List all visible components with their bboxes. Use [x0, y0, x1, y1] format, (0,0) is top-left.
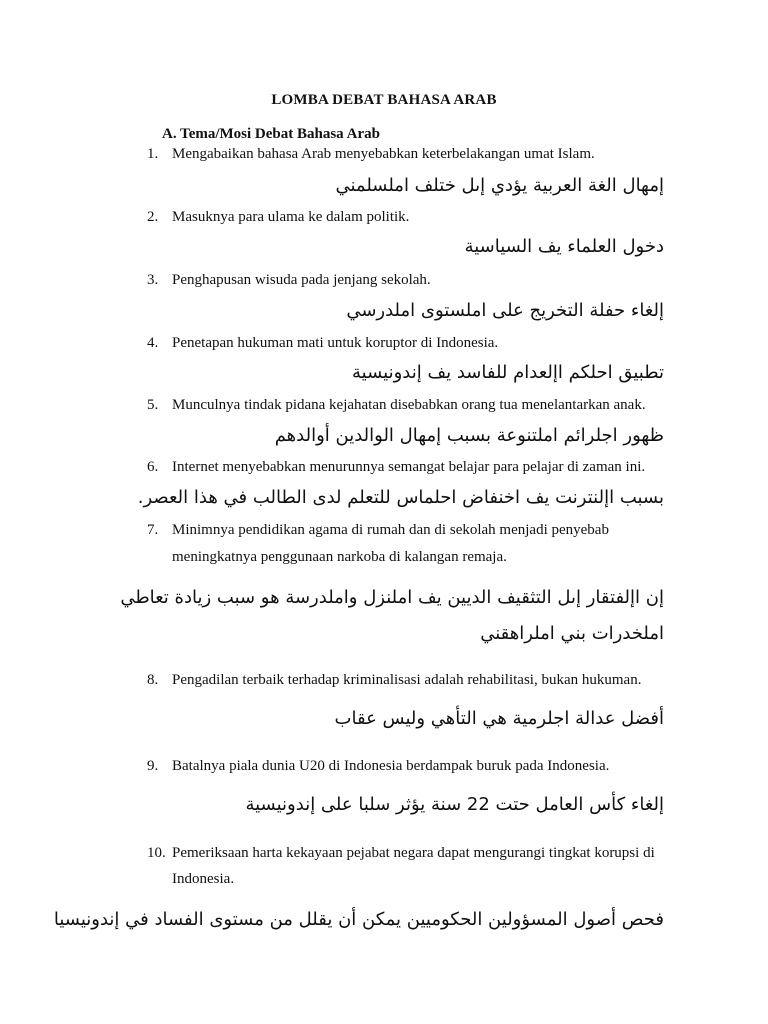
item-number: 8. [147, 672, 159, 688]
item-indonesian-line: Indonesia. [172, 871, 235, 887]
item-indonesian-text: Penetapan hukuman mati untuk koruptor di Indonesia. [172, 335, 499, 351]
item-arabic-line: إن اإلفتقار إىل التثقيف الديين يف املنزل واملدرسة هو سبب زيادة تعاطي [120, 587, 664, 608]
item-number: 9. [147, 758, 159, 774]
item-number: 5. [147, 397, 159, 413]
item-number: 3. [147, 272, 159, 288]
item-number: 10. [147, 845, 166, 861]
document-title: LOMBA DEBAT BAHASA ARAB [271, 92, 497, 108]
item-arabic-text: دخول العلماء يف السياسية [464, 236, 664, 257]
item-arabic-text: ظهور اجلرائم املتنوعة بسبب إمهال الوالدين أوالدهم [274, 425, 664, 446]
item-indonesian-line: meningkatnya penggunaan narkoba di kalangan remaja. [172, 549, 507, 565]
item-indonesian-text: Mengabaikan bahasa Arab menyebabkan keterbelakangan umat Islam. [172, 146, 595, 162]
item-arabic-text: تطبيق احلكم اإلعدام للفاسد يف إندونيسية [352, 362, 664, 383]
item-number: 7. [147, 522, 159, 538]
item-arabic-text: بسبب اإلنترنت يف اخنفاض احلماس للتعلم لدى الطالب في هذا العصر. [137, 487, 664, 508]
item-indonesian-text: Munculnya tindak pidana kejahatan disebabkan orang tua menelantarkan anak. [172, 397, 646, 413]
item-indonesian-text: Batalnya piala dunia U20 di Indonesia berdampak buruk pada Indonesia. [172, 758, 610, 774]
item-number: 2. [147, 209, 159, 225]
item-number: 4. [147, 335, 159, 351]
item-arabic-text: أفضل عدالة اجلرمية هي التأهي وليس عقاب [334, 708, 664, 729]
item-indonesian-text: Masuknya para ulama ke dalam politik. [172, 209, 410, 225]
item-arabic-line: املخدرات بني املراهقني [480, 623, 664, 644]
section-heading: A. Tema/Mosi Debat Bahasa Arab [162, 126, 380, 142]
item-indonesian-text: Pengadilan terbaik terhadap kriminalisasi adalah rehabilitasi, bukan hukuman. [172, 672, 642, 688]
item-number: 6. [147, 459, 159, 475]
item-arabic-text: إلغاء كأس العامل حتت 22 سنة يؤثر سلبا على إندونيسية [245, 794, 664, 815]
item-arabic-text: إلغاء حفلة التخريج على املستوى املدرسي [346, 300, 664, 321]
item-indonesian-line: Pemeriksaan harta kekayaan pejabat negara dapat mengurangi tingkat korupsi di [172, 845, 655, 861]
item-arabic-text: إمهال الغة العربية يؤدي إىل ختلف املسلمني [335, 175, 664, 196]
item-number: 1. [147, 146, 159, 162]
item-indonesian-text: Penghapusan wisuda pada jenjang sekolah. [172, 272, 431, 288]
item-indonesian-line: Minimnya pendidikan agama di rumah dan di sekolah menjadi penyebab [172, 522, 609, 538]
item-arabic-text: فحص أصول المسؤولين الحكوميين يمكن أن يقلل من مستوى الفساد في إندونيسيا [53, 909, 664, 930]
item-indonesian-text: Internet menyebabkan menurunnya semangat belajar para pelajar di zaman ini. [172, 459, 646, 475]
